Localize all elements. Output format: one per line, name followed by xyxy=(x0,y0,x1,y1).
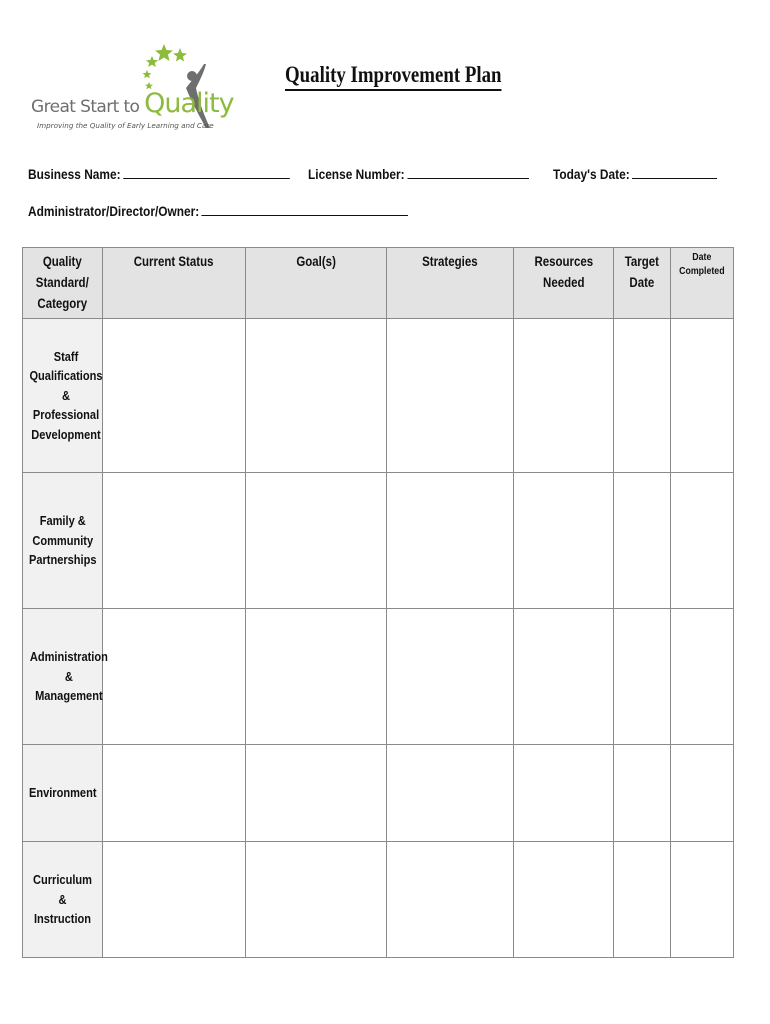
header-goals: Goal(s) xyxy=(246,248,387,319)
header-row xyxy=(23,248,734,319)
table-row xyxy=(23,609,734,745)
license-number-label: License Number: xyxy=(308,166,405,182)
table-row xyxy=(23,745,734,842)
goals-cell[interactable] xyxy=(246,473,387,609)
page-title: Quality Improvement Plan xyxy=(285,62,502,91)
current-status-cell[interactable] xyxy=(103,319,246,473)
strategies-cell[interactable] xyxy=(387,745,514,842)
target-date-cell[interactable] xyxy=(614,842,671,958)
date-completed-cell[interactable] xyxy=(671,473,734,609)
date-completed-cell[interactable] xyxy=(671,842,734,958)
goals-cell[interactable] xyxy=(246,842,387,958)
strategies-cell[interactable] xyxy=(387,842,514,958)
resources-cell[interactable] xyxy=(514,319,614,473)
resources-cell[interactable] xyxy=(514,842,614,958)
goals-cell[interactable] xyxy=(246,609,387,745)
header-target-date: Target Date xyxy=(614,248,671,319)
strategies-cell[interactable] xyxy=(387,609,514,745)
resources-cell[interactable] xyxy=(514,609,614,745)
brand-tagline: Improving the Quality of Early Learning and Care xyxy=(37,121,214,130)
target-date-cell[interactable] xyxy=(614,473,671,609)
category-cell: Staff Qualifications & Professional Development xyxy=(23,319,103,473)
category-cell: Environment xyxy=(23,745,103,842)
date-completed-cell[interactable] xyxy=(671,609,734,745)
business-name-field[interactable] xyxy=(28,165,290,182)
date-completed-cell[interactable] xyxy=(671,745,734,842)
target-date-cell[interactable] xyxy=(614,319,671,473)
strategies-cell[interactable] xyxy=(387,473,514,609)
header-date-completed: Date Completed xyxy=(671,248,734,319)
category-cell: Family & Community Partnerships xyxy=(23,473,103,609)
current-status-cell[interactable] xyxy=(103,842,246,958)
category-cell: Curriculum & Instruction xyxy=(23,842,103,958)
date-completed-cell[interactable] xyxy=(671,319,734,473)
todays-date-line[interactable] xyxy=(632,165,717,179)
goals-cell[interactable] xyxy=(246,319,387,473)
license-number-line[interactable] xyxy=(407,165,529,179)
current-status-cell[interactable] xyxy=(103,609,246,745)
header-resources-needed: Resources Needed xyxy=(514,248,614,319)
license-number-field[interactable] xyxy=(308,165,529,182)
header-category: Quality Standard/ Category xyxy=(23,248,103,319)
goals-cell[interactable] xyxy=(246,745,387,842)
category-cell: Administration & Management xyxy=(23,609,103,745)
administrator-line[interactable] xyxy=(202,202,409,216)
current-status-cell[interactable] xyxy=(103,745,246,842)
quality-plan-table xyxy=(22,247,734,958)
todays-date-field[interactable] xyxy=(553,165,717,182)
resources-cell[interactable] xyxy=(514,473,614,609)
business-name-line[interactable] xyxy=(123,165,290,179)
strategies-cell[interactable] xyxy=(387,319,514,473)
current-status-cell[interactable] xyxy=(103,473,246,609)
brand-name: Great Start to Quality xyxy=(31,88,234,119)
target-date-cell[interactable] xyxy=(614,745,671,842)
table-row xyxy=(23,473,734,609)
resources-cell[interactable] xyxy=(514,745,614,842)
target-date-cell[interactable] xyxy=(614,609,671,745)
table-row xyxy=(23,842,734,958)
great-start-logo xyxy=(28,44,234,140)
business-name-label: Business Name: xyxy=(28,166,121,182)
todays-date-label: Today's Date: xyxy=(553,166,630,182)
administrator-label: Administrator/Director/Owner: xyxy=(28,203,200,219)
header-strategies: Strategies xyxy=(387,248,514,319)
table-row xyxy=(23,319,734,473)
header-current-status: Current Status xyxy=(103,248,246,319)
administrator-field[interactable] xyxy=(28,202,408,219)
